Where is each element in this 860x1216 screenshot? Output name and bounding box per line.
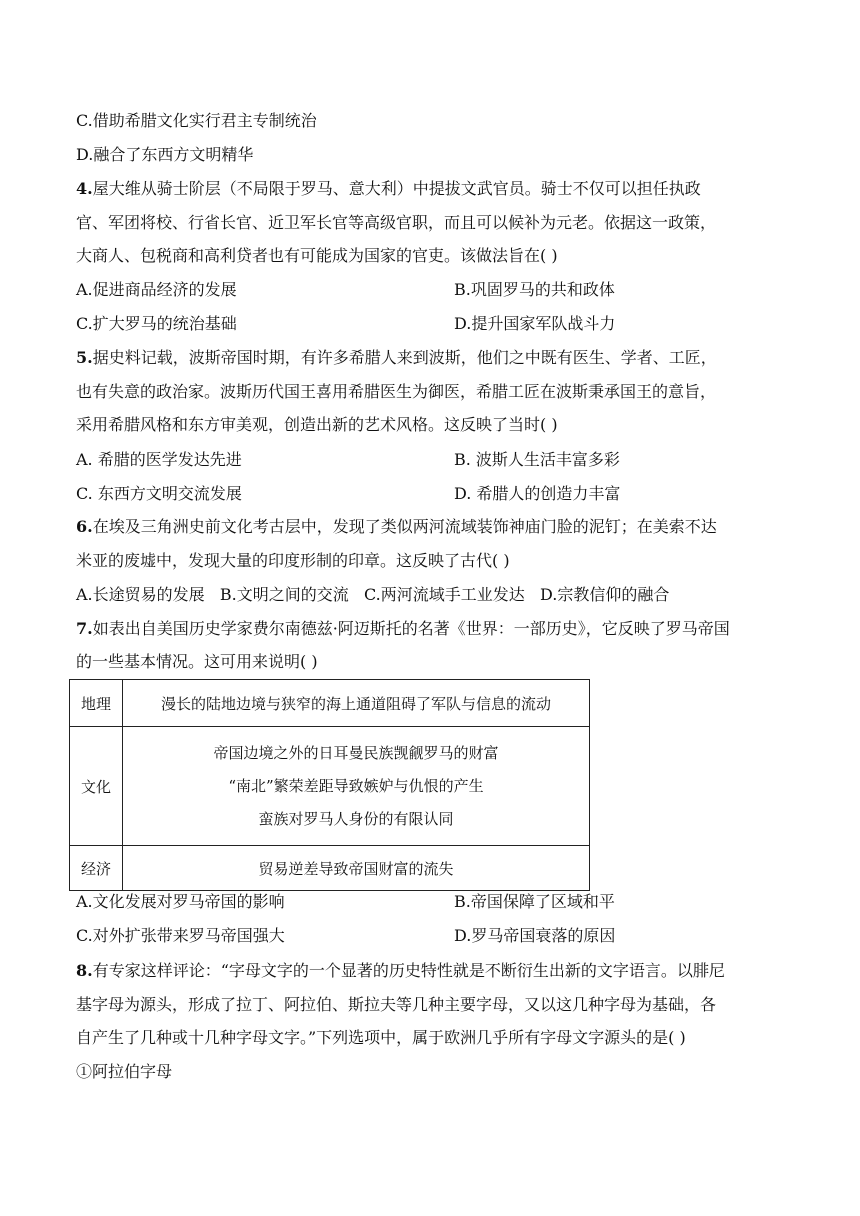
- q7-options-row-1: [76, 891, 776, 913]
- q5-option-c: C. 东西方文明交流发展: [76, 484, 242, 503]
- q5-stem-line-3: 采用希腊风格和东方审美观，创造出新的艺术风格。这反映了当时( ): [76, 415, 558, 434]
- table-key-culture: 文化: [70, 727, 123, 846]
- q4-stem-line-2: 官、军团将校、行省长官、近卫军长官等高级官职，而且可以候补为元老。依据这一政策，: [76, 213, 717, 232]
- q7-option-b: B.帝国保障了区域和平: [454, 892, 615, 911]
- q6-stem-line-1: 6.在埃及三角洲史前文化考古层中，发现了类似两河流域装饰神庙门脸的泥钉；在美索不达: [76, 517, 717, 536]
- table-row: [70, 846, 590, 891]
- q4-options-row-1: [76, 279, 776, 301]
- q6-number: 6.: [76, 517, 93, 536]
- q6-stem-line-2: 米亚的废墟中，发现大量的印度形制的印章。这反映了古代( ): [76, 551, 510, 570]
- q7-option-c: C.对外扩张带来罗马帝国强大: [76, 926, 285, 945]
- table-row: [70, 727, 590, 846]
- q4-option-b: B.巩固罗马的共和政体: [454, 280, 615, 299]
- q4-option-c: C.扩大罗马的统治基础: [76, 314, 237, 333]
- q8-stem-line-3: 自产生了几种或十几种字母文字。”下列选项中，属于欧洲几乎所有字母文字源头的是( ): [76, 1028, 686, 1047]
- q8-item-1: ①阿拉伯字母: [76, 1062, 173, 1081]
- q7-stem-line-2: 的一些基本情况。这可用来说明( ): [76, 652, 318, 671]
- q5-option-a: A. 希腊的医学发达先进: [76, 450, 242, 469]
- q5-stem-line-1: 5.据史料记载，波斯帝国时期，有许多希腊人来到波斯，他们之中既有医生、学者、工匠，: [76, 348, 717, 367]
- q7-option-d: D.罗马帝国衰落的原因: [454, 926, 616, 945]
- q4-stem-line-3: 大商人、包税商和高利贷者也有可能成为国家的官吏。该做法旨在( ): [76, 246, 558, 265]
- q5-options-row-2: [76, 483, 776, 505]
- q3-option-c: C.借助希腊文化实行君主专制统治: [76, 111, 317, 130]
- table-key-economy: 经济: [70, 846, 123, 891]
- q8-stem-line-2: 基字母为源头，形成了拉丁、阿拉伯、斯拉夫等几种主要字母，又以这几种字母为基础，各: [76, 995, 717, 1014]
- culture-line-3: 蛮族对罗马人身份的有限认同: [258, 809, 454, 828]
- q4-number: 4.: [76, 179, 93, 198]
- table-value-culture: [123, 727, 590, 846]
- q8-stem-line-1: 8.有专家这样评论：“字母文字的一个显著的历史特性就是不断衍生出新的文字语言。以腓尼: [76, 961, 725, 980]
- q4-option-a: A.促进商品经济的发展: [76, 280, 237, 299]
- q6-options: A.长途贸易的发展 B.文明之间的交流 C.两河流域手工业发达 D.宗教信仰的融合: [76, 585, 670, 604]
- table-value-economy: 贸易逆差导致帝国财富的流失: [123, 846, 590, 891]
- q7-number: 7.: [76, 619, 93, 638]
- q7-options-row-2: [76, 925, 776, 947]
- q5-options-row-1: [76, 449, 776, 471]
- q7-stem-line-1: 7.如表出自美国历史学家费尔南德兹·阿迈斯托的名著《世界：一部历史》，它反映了罗马帝国: [76, 619, 730, 638]
- table-row: [70, 680, 590, 727]
- q7-option-a: A.文化发展对罗马帝国的影响: [76, 892, 285, 911]
- table-key-geography: 地理: [70, 680, 123, 727]
- q8-number: 8.: [76, 961, 93, 980]
- q4-option-d: D.提升国家军队战斗力: [454, 314, 616, 333]
- rome-info-table: [69, 679, 590, 891]
- table-value-geography: 漫长的陆地边境与狭窄的海上通道阻碍了军队与信息的流动: [123, 680, 590, 727]
- q4-options-row-2: [76, 313, 776, 335]
- culture-line-2: “南北”繁荣差距导致嫉妒与仇恨的产生: [228, 776, 484, 795]
- q5-option-d: D. 希腊人的创造力丰富: [454, 484, 621, 503]
- q5-option-b: B. 波斯人生活丰富多彩: [454, 450, 620, 469]
- q3-option-d: D.融合了东西方文明精华: [76, 145, 254, 164]
- q4-stem-line-1: 4.屋大维从骑士阶层（不局限于罗马、意大利）中提拔文武官员。骑士不仅可以担任执政: [76, 179, 701, 198]
- q5-stem-line-2: 也有失意的政治家。波斯历代国王喜用希腊医生为御医，希腊工匠在波斯秉承国王的意旨，: [76, 382, 717, 401]
- q5-number: 5.: [76, 348, 93, 367]
- culture-line-1: 帝国边境之外的日耳曼民族觊觎罗马的财富: [213, 743, 499, 762]
